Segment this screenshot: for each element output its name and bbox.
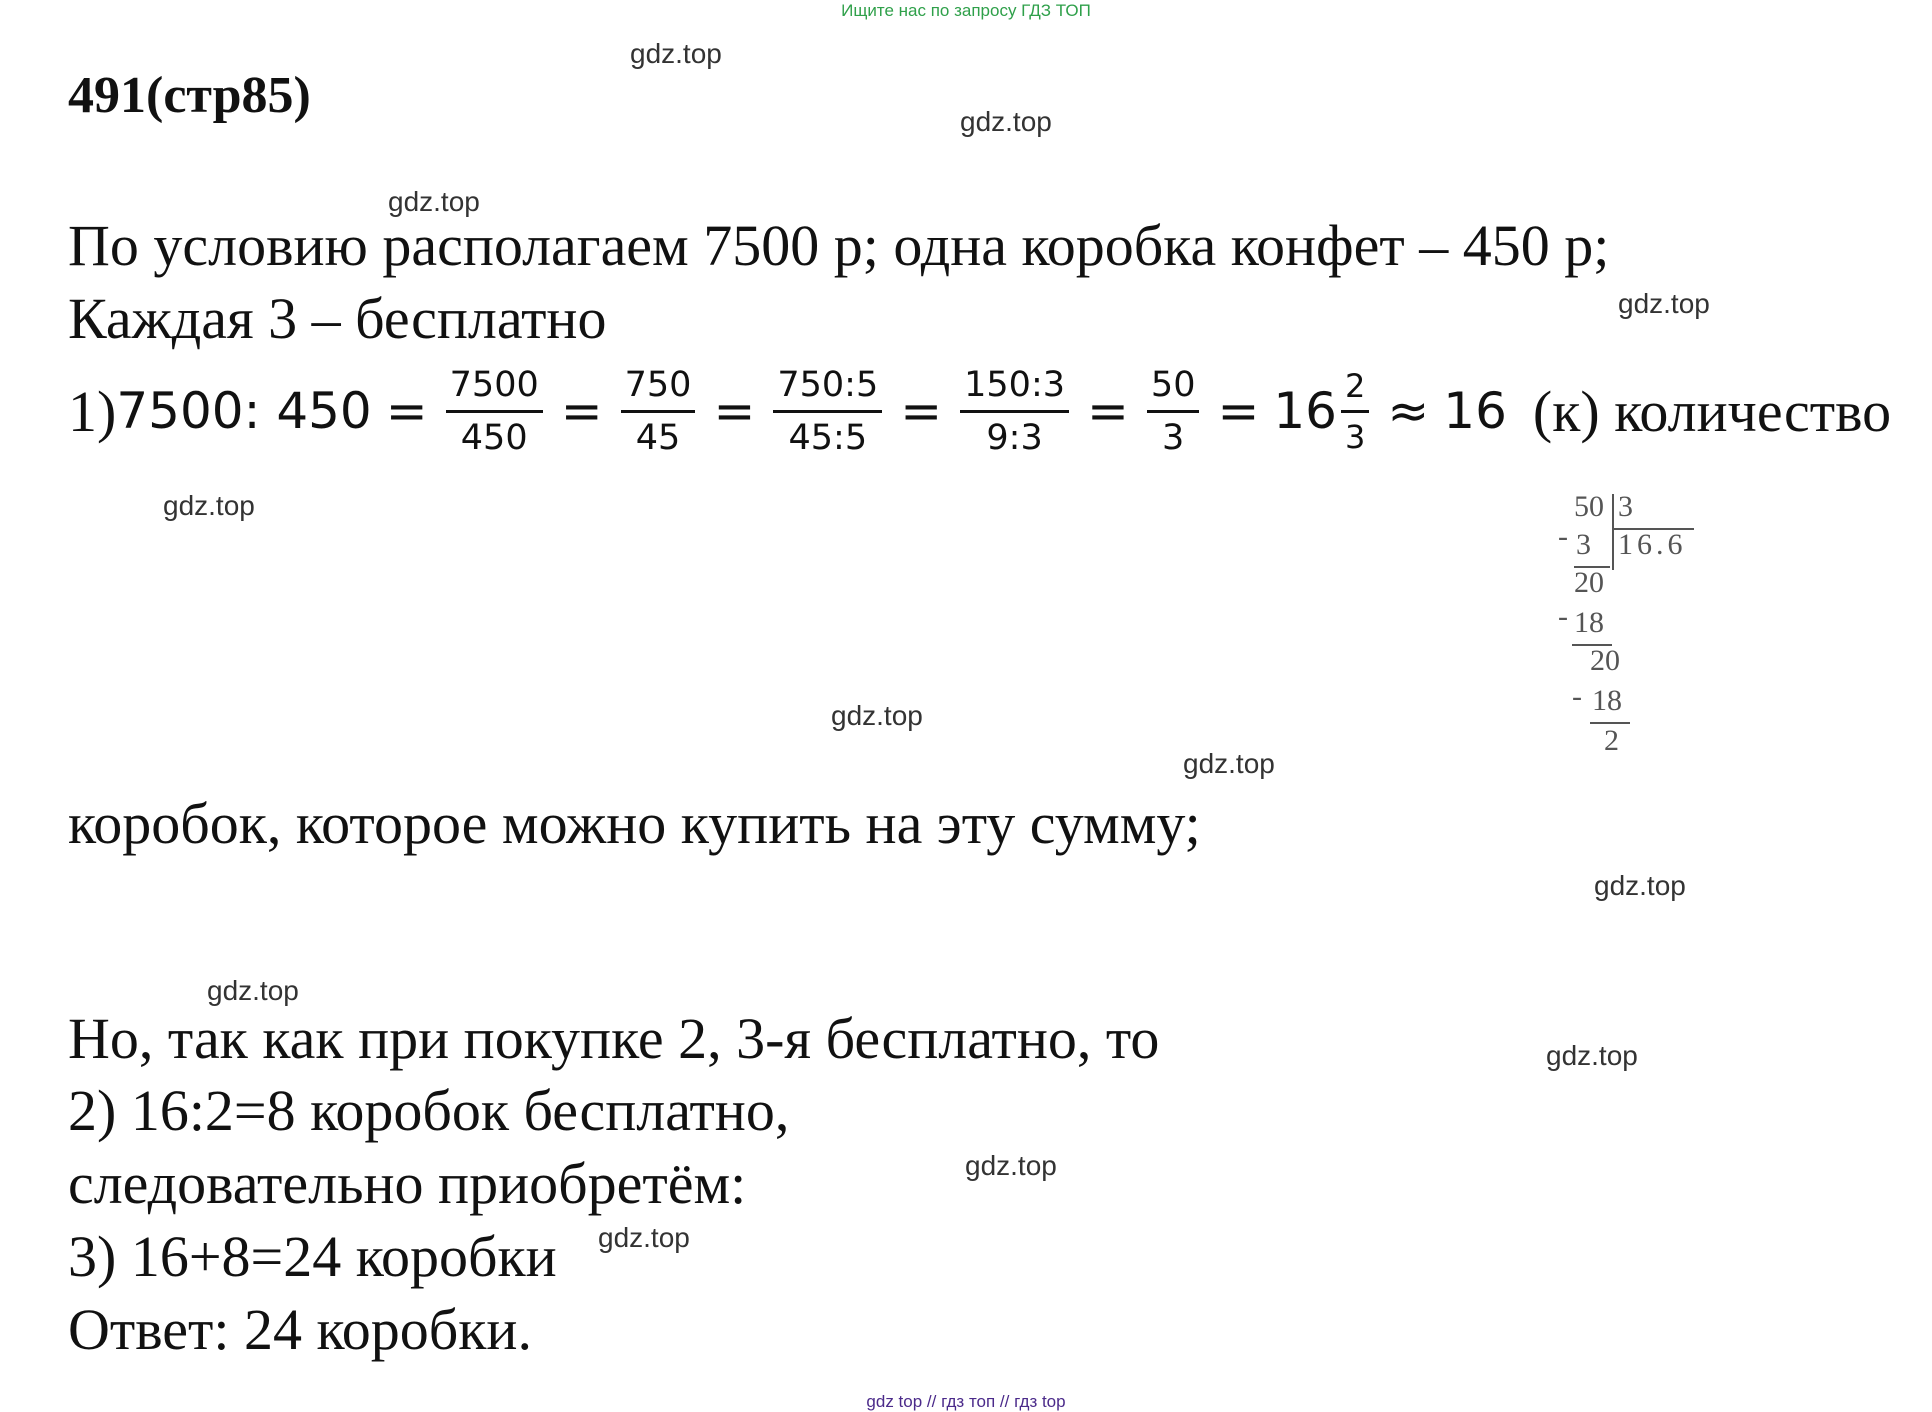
step1-prefix-num: 1) <box>68 378 117 444</box>
fraction-numerator: 750 <box>621 360 696 413</box>
watermark: gdz.top <box>598 1222 690 1253</box>
step3-line: 3) 16+8=24 коробки <box>68 1224 557 1289</box>
watermark: gdz.top <box>163 490 255 521</box>
approx-sign: ≈ <box>1387 382 1430 440</box>
watermark: gdz.top <box>965 1150 1057 1181</box>
fraction-4 <box>960 360 1069 463</box>
fraction-numerator: 50 <box>1147 360 1200 413</box>
mixed-whole: 16 <box>1273 382 1337 440</box>
approx-value: 16 <box>1443 382 1507 440</box>
ld-dividend: 50 <box>1574 490 1604 523</box>
fraction-3 <box>773 360 882 463</box>
watermark: gdz.top <box>1594 870 1686 901</box>
ld-divisor: 3 <box>1618 490 1633 523</box>
fraction-5 <box>1147 360 1200 463</box>
equals-sign: = <box>1087 382 1129 440</box>
ld-rem3: 2 <box>1604 724 1619 757</box>
watermark: gdz.top <box>207 975 299 1006</box>
fraction-numerator: 7500 <box>446 360 543 413</box>
equals-sign: = <box>1217 382 1260 440</box>
ld-minus: - <box>1572 680 1582 713</box>
watermark: gdz.top <box>388 186 480 217</box>
watermark: gdz.top <box>1618 288 1710 319</box>
watermark: gdz.top <box>1546 1040 1638 1071</box>
fraction-denominator: 3 <box>1345 417 1366 456</box>
fraction-2 <box>621 360 696 463</box>
ld-rem1: 20 <box>1574 566 1604 599</box>
page-title: 491(стр85) <box>68 67 311 124</box>
ld-rem2: 20 <box>1590 644 1620 677</box>
ld-vertical-bar <box>1612 494 1614 570</box>
step1-continuation: коробок, которое можно купить на эту сумму; <box>68 791 1201 856</box>
ld-sub3: 18 <box>1592 684 1622 717</box>
fraction-denominator: 9:3 <box>986 417 1043 458</box>
therefore-line: следовательно приобретём: <box>68 1151 747 1216</box>
fraction-denominator: 45 <box>635 417 681 458</box>
equals-sign: = <box>560 382 603 440</box>
step1-equation <box>68 356 1891 466</box>
but-line: Но, так как при покупке 2, 3-я бесплатно, то <box>68 1006 1160 1071</box>
fraction-numerator: 150:3 <box>960 360 1069 413</box>
step1-suffix: (к) количество <box>1532 378 1892 444</box>
fraction-denominator: 45:5 <box>788 417 868 458</box>
watermark: gdz.top <box>1183 748 1275 779</box>
mixed-fraction <box>1341 362 1369 461</box>
ld-minus: - <box>1558 520 1568 553</box>
footer-links: gdz top // гдз топ // гдз top <box>866 1392 1066 1411</box>
long-division <box>1548 490 1698 770</box>
step1-prefix: 7500: 450 <box>116 382 372 440</box>
watermark: gdz.top <box>960 106 1052 137</box>
watermark: gdz.top <box>831 700 923 731</box>
fraction-denominator: 3 <box>1162 417 1185 458</box>
ld-sub2: 18 <box>1574 606 1604 639</box>
ld-sub1: 3 <box>1576 528 1591 561</box>
top-banner: Ищите нас по запросу ГДЗ ТОП <box>841 1 1091 20</box>
fraction-1 <box>446 360 543 463</box>
condition-line: По условию располагаем 7500 р; одна коробка конфет – 450 р; <box>68 213 1610 278</box>
equals-sign: = <box>900 382 943 440</box>
fraction-numerator: 750:5 <box>773 360 882 413</box>
fraction-denominator: 450 <box>460 417 528 458</box>
ld-quotient: 16.6 <box>1618 528 1687 561</box>
step2-line: 2) 16:2=8 коробок бесплатно, <box>68 1078 790 1143</box>
watermark: gdz.top <box>630 38 722 69</box>
fraction-numerator: 2 <box>1341 362 1369 413</box>
answer-line: Ответ: 24 коробки. <box>68 1297 532 1362</box>
equals-sign: = <box>713 382 756 440</box>
equals-sign: = <box>385 382 428 440</box>
ld-minus: - <box>1558 600 1568 633</box>
free-rule-line: Каждая 3 – бесплатно <box>68 286 607 351</box>
